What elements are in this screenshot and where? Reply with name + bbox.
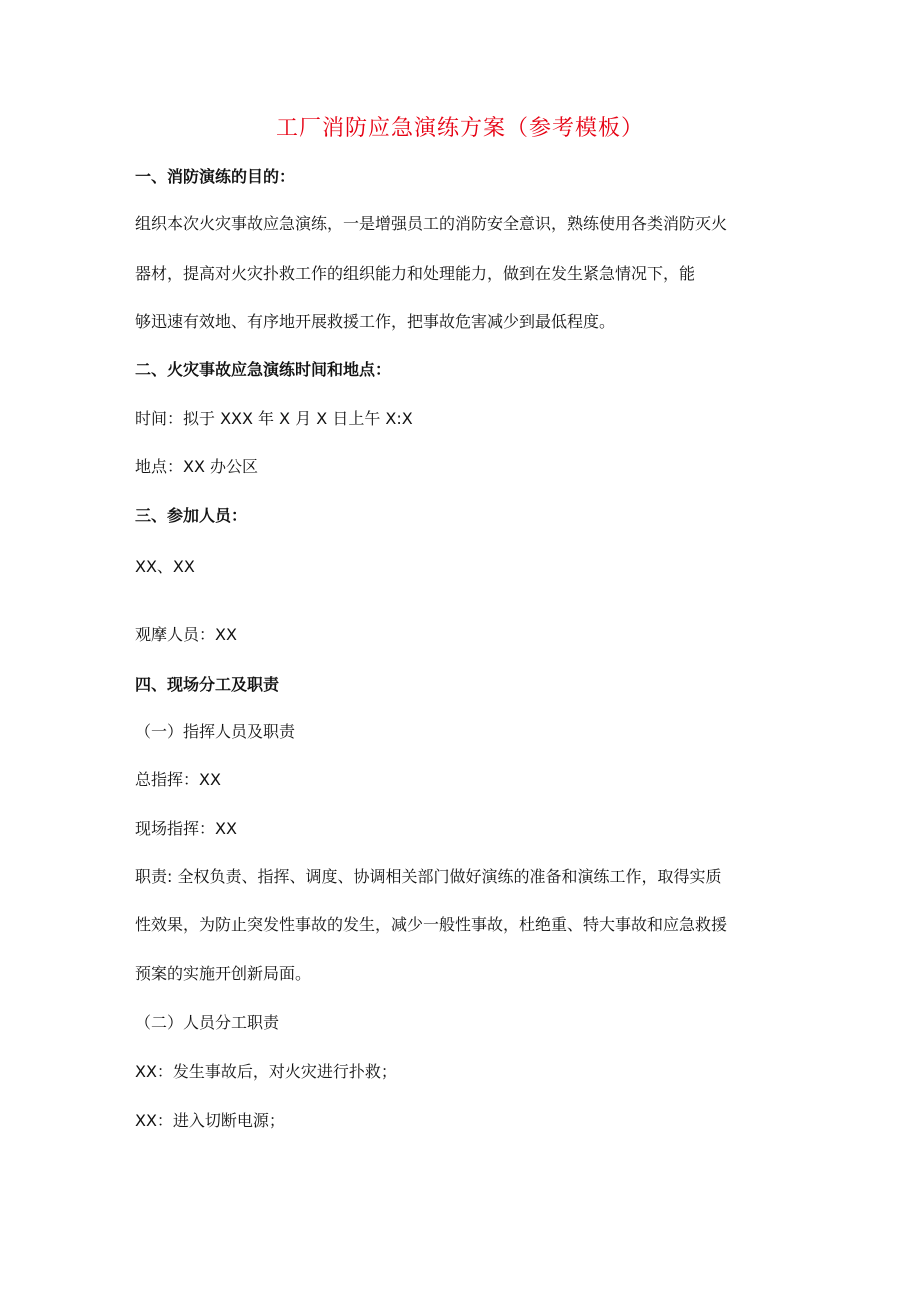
participants: XX、XX — [135, 557, 195, 576]
paragraph-line: 够迅速有效地、有序地开展救援工作，把事故危害减少到最低程度。 — [135, 312, 616, 331]
section-heading-purpose: 一、消防演练的目的： — [135, 167, 296, 186]
paragraph-line: 职责: 全权负责、指挥、调度、协调相关部门做好演练的准备和演练工作，取得实质 — [135, 867, 722, 886]
subsection-heading-assignments: （二）人员分工职责 — [135, 1013, 280, 1032]
paragraph-line: 组织本次火灾事故应急演练，一是增强员工的消防安全意识，熟练使用各类消防灭火 — [135, 214, 728, 233]
assignment-item: XX：进入切断电源； — [135, 1111, 285, 1130]
assignment-item: XX：发生事故后，对火灾进行扑救； — [135, 1062, 397, 1081]
paragraph-line: 性效果，为防止突发性事故的发生，减少一般性事故，杜绝重、特大事故和应急救援 — [135, 915, 728, 934]
paragraph-line: 器材，提高对火灾扑救工作的组织能力和处理能力，做到在发生紧急情况下，能 — [135, 264, 696, 283]
site-commander: 现场指挥：XX — [135, 819, 237, 838]
observers: 观摩人员：XX — [135, 625, 237, 644]
subsection-heading-command: （一）指挥人员及职责 — [135, 722, 296, 741]
drill-place: 地点：XX 办公区 — [135, 457, 259, 476]
document-title: 工厂消防应急演练方案（参考模板） — [275, 116, 644, 141]
section-heading-participants: 三、参加人员： — [135, 506, 248, 525]
drill-time: 时间：拟于 XXX 年 X 月 X 日上午 X:X — [135, 409, 413, 428]
section-heading-roles: 四、现场分工及职责 — [135, 675, 280, 694]
section-heading-time-place: 二、火灾事故应急演练时间和地点： — [135, 360, 392, 379]
chief-commander: 总指挥：XX — [135, 770, 221, 789]
paragraph-line: 预案的实施开创新局面。 — [135, 964, 312, 983]
